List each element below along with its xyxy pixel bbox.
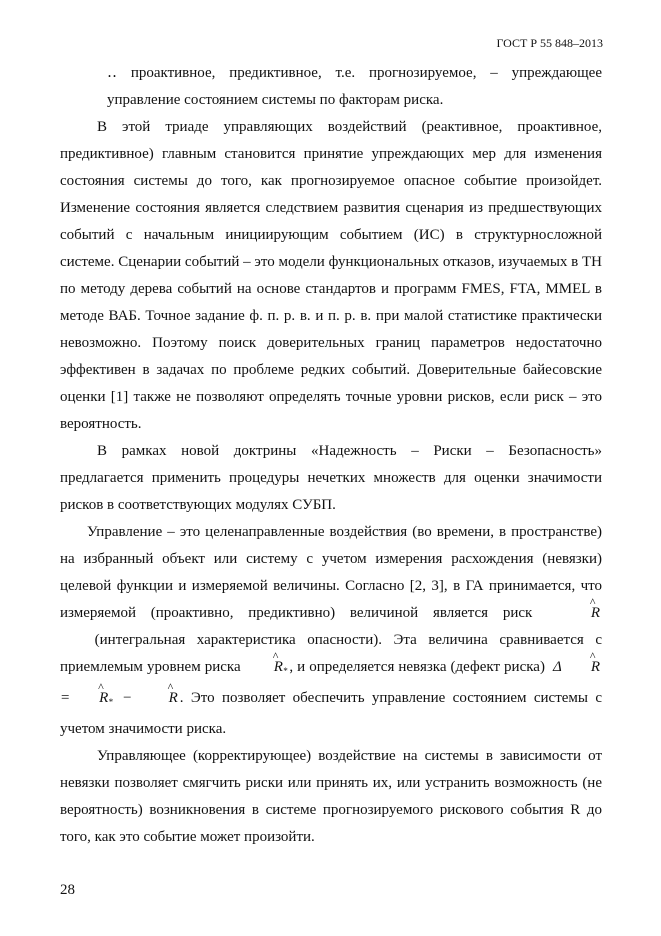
control-text-2: (интегральная характеристика опасности). Эта величина сравнивается с приемлемым уровнем риска xyxy=(60,632,602,675)
paragraph-triad: В этой триаде управляющих воздействий (реактивное, проактивное, предиктивное) главным становится принятие упреждающих мер для изменения состояния системы до того, как прогнозируемое опасное событие произойдет. Изменение состояния является следствием развития сценария из предшествующих событий с начальным инициирующим событием (ИС) в структурносложной системе. Сценарии событий – это модели функциональных отказов, изучаемых в ТН по методу дерева событий на основе стандартов и программ FMES, FTA, MMEL в методе ВАБ. Точное задание ф. п. р. в. и п. р. в. при малой статистике практически невозможно. Поэтому поиск доверительных границ параметров недостаточно эффективен в задачах по проблеме редких событий. Доверительные байесовские оценки [1] также не позволяют определять точные уровни рисков, если риск – это вероятность. xyxy=(60,119,602,432)
document-body xyxy=(60,60,602,851)
paragraph-doctrine: В рамках новой доктрины «Надежность – Риски – Безопасность» предлагается применить процедуры нечетких множеств для оценки значимости рисков в соответствующих модулях СУБП. xyxy=(60,443,602,513)
page-number: 28 xyxy=(60,882,75,898)
paragraph-corrective-action: Управляющее (корректирующее) воздействие на системы в зависимости от невязки позволяет смягчить риски или принять их, или устранить возможность (не вероятность) возникновения в системе прогнозируемого рискового события R до того, как это событие может произойти. xyxy=(60,748,602,845)
paragraph-control xyxy=(60,519,602,743)
risk-symbol-r-hat: ^ R xyxy=(562,600,602,627)
control-text-1: Управление – это целенаправленные воздействия (во времени, в пространстве) на избранный объект или систему с учетом измерения расхождения (невязки) целевой функции и измеряемой величины. Согласно [2, 3], в ГА принимается, что измеряемой (проактивно, предиктивно) величиной является риск xyxy=(60,524,602,621)
acceptable-risk-symbol: ^ $R_*$ xyxy=(245,654,290,685)
standard-header: ГОСТ Р 55 848–2013 xyxy=(496,36,603,50)
control-text-3: , и определяется невязка (дефект риска) xyxy=(289,659,545,675)
control-text-4: . Это позволяет обеспечить управление состоянием системы с учетом значимости риска. xyxy=(60,690,602,737)
risk-defect-formula: Δ^ R=^ $R_*$ − ^ R xyxy=(60,659,602,706)
paragraph-bullet-proactive: ‥ проактивное, предиктивное, т.е. прогнозируемое, – упреждающее управление состоянием системы по факторам риска. xyxy=(107,65,602,108)
